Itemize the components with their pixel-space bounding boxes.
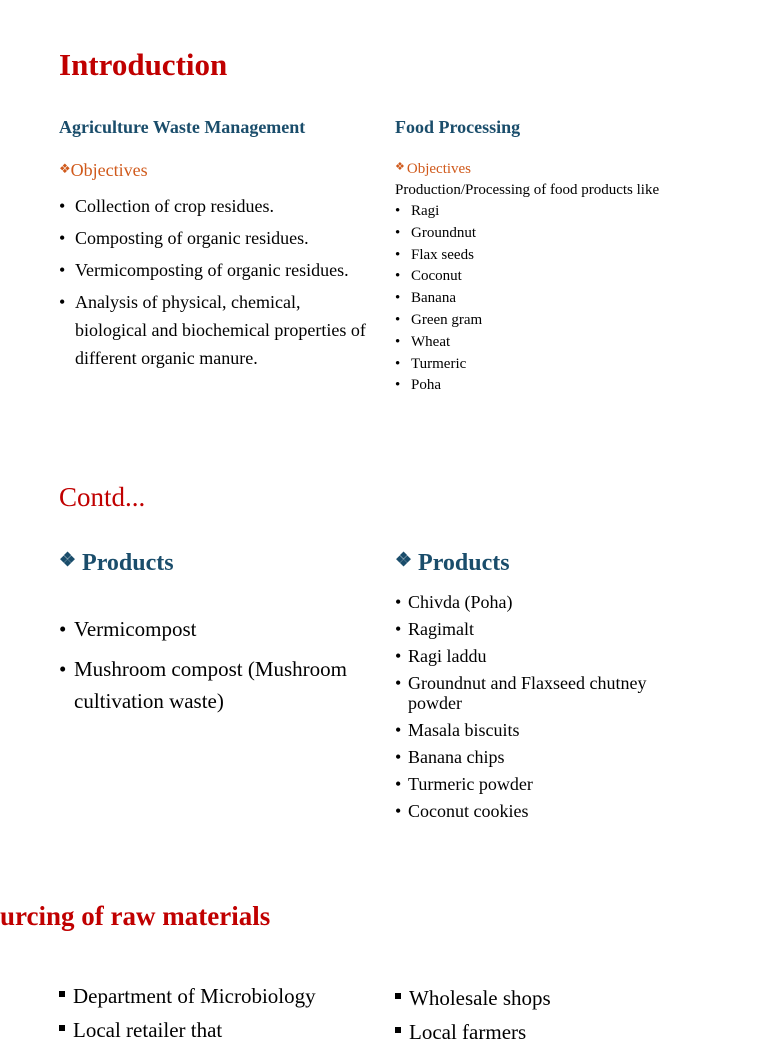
sourcing-right-list — [395, 985, 551, 1045]
intro-right-lead: Production/Processing of food products like — [395, 182, 660, 198]
intro-right-list — [395, 201, 482, 397]
list-item: • Turmeric powder — [395, 774, 695, 794]
intro-title: Introduction — [59, 47, 228, 82]
list-item: • Wheat — [395, 332, 482, 354]
sourcing-title: urcing of raw materials — [0, 901, 271, 931]
list-item: • Banana — [395, 288, 482, 310]
list-item: • Mushroom compost (Mushroom cultivation waste) — [59, 653, 379, 717]
list-item: • Vermicompost — [59, 613, 379, 645]
contd-title: Contd... — [59, 482, 146, 512]
list-item: • Vermicomposting of organic residues. — [59, 256, 371, 284]
contd-left-heading: ❖ Products — [59, 550, 174, 576]
list-item: • Turmeric — [395, 354, 482, 376]
intro-left-heading: Agriculture Waste Management — [59, 117, 306, 137]
list-item: • Green gram — [395, 310, 482, 332]
list-item: • Collection of crop residues. — [59, 192, 371, 220]
list-item: • Analysis of physical, chemical, biological and biochemical properties of different organic manure. — [59, 288, 371, 372]
list-item: Wholesale shops — [395, 985, 551, 1011]
contd-left-list — [59, 613, 379, 717]
list-item: Local retailer that — [59, 1017, 316, 1043]
list-item: • Masala biscuits — [395, 720, 695, 740]
list-item: • Flax seeds — [395, 245, 482, 267]
contd-right-list — [395, 592, 695, 821]
intro-left-objectives: ❖Objectives — [59, 160, 148, 180]
list-item: • Groundnut — [395, 223, 482, 245]
intro-right-heading: Food Processing — [395, 117, 521, 137]
list-item: • Composting of organic residues. — [59, 224, 371, 252]
intro-right-objectives: ❖ Objectives — [395, 161, 472, 177]
list-item: • Poha — [395, 375, 482, 397]
diamond-bullet-icon: ❖ — [395, 550, 413, 571]
list-item: • Coconut — [395, 266, 482, 288]
list-item: • Ragimalt — [395, 619, 695, 639]
list-item: • Ragi laddu — [395, 646, 695, 666]
intro-left-list — [59, 192, 371, 376]
sourcing-left-list — [59, 983, 316, 1043]
list-item: • Ragi — [395, 201, 482, 223]
list-item: Local farmers — [395, 1019, 551, 1045]
list-item: • Coconut cookies — [395, 801, 695, 821]
contd-right-heading: ❖ Products — [395, 550, 510, 576]
list-item: • Groundnut and Flaxseed chutney powder — [395, 673, 695, 713]
list-item: • Banana chips — [395, 747, 695, 767]
diamond-bullet-icon: ❖ — [59, 161, 71, 176]
list-item: Department of Microbiology — [59, 983, 316, 1009]
list-item: • Chivda (Poha) — [395, 592, 695, 612]
diamond-bullet-icon: ❖ — [395, 161, 405, 173]
diamond-bullet-icon: ❖ — [59, 550, 77, 571]
